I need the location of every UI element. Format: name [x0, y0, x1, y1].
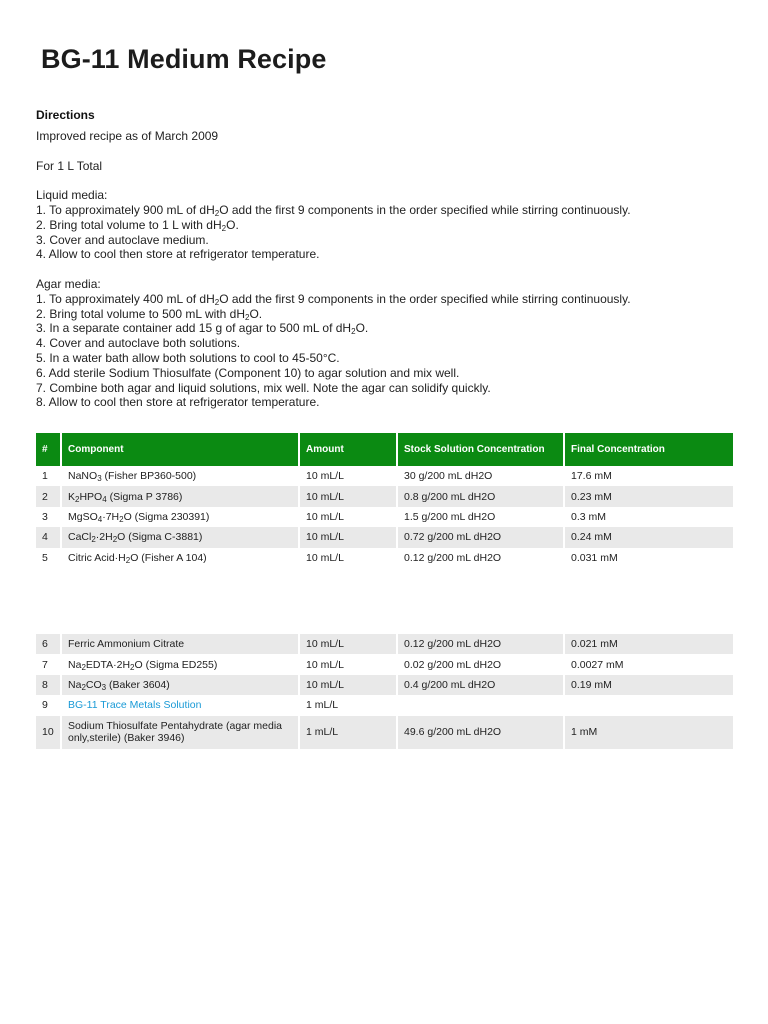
- row-number: 9: [36, 695, 62, 715]
- table-row: [36, 634, 733, 654]
- table-row: [36, 466, 733, 486]
- row-component: $Na_2CO_3$ (Baker 3604): [62, 675, 300, 695]
- trace-metals-link[interactable]: BG-11 Trace Metals Solution: [68, 699, 202, 712]
- row-number: 5: [36, 548, 62, 568]
- row-stock: 49.6 g/200 mL dH2O: [398, 716, 565, 749]
- table-row: [36, 675, 733, 695]
- row-stock: 0.72 g/200 mL dH2O: [398, 527, 565, 547]
- liquid-media-heading: Liquid media:: [36, 188, 108, 203]
- table-row: [36, 716, 733, 749]
- header-stock-concentration: Stock Solution Concentration: [398, 433, 565, 466]
- row-amount: 1 mL/L: [300, 716, 398, 749]
- row-stock: 0.12 g/200 mL dH2O: [398, 634, 565, 654]
- liquid-step-1: 1. To approximately 900 mL of $dH_2O$ add the first 9 components in the order specified while stirring continuously.: [36, 202, 631, 218]
- intro-text: Improved recipe as of March 2009: [36, 129, 219, 143]
- row-final: 0.021 mM: [565, 634, 733, 654]
- row-amount: 10 mL/L: [300, 466, 398, 486]
- row-component: NaNO$_3$ (Fisher BP360-500): [62, 466, 300, 486]
- row-number: 7: [36, 654, 62, 674]
- agar-step-7: 7. Combine both agar and liquid solutions, mix well. Note the agar can solidify quickly.: [36, 380, 491, 395]
- row-amount: 10 mL/L: [300, 486, 398, 506]
- row-stock: [398, 695, 565, 715]
- row-number: 8: [36, 675, 62, 695]
- total-text: For 1 L Total: [36, 158, 103, 173]
- header-component: Component: [62, 433, 300, 466]
- row-final: 0.0027 mM: [571, 658, 624, 671]
- table-header-row: [36, 433, 733, 466]
- agar-step-3: 3. In a separate container add 15 g of agar to 500 mL of $dH_2O$.: [36, 321, 369, 337]
- liquid-step-2: 2. Bring total volume to 1 L with $dH_2O$.: [36, 217, 239, 233]
- row-final: 17.6 mM: [571, 470, 612, 483]
- header-final-concentration: Final Concentration: [565, 433, 733, 466]
- row-amount: 10 mL/L: [300, 654, 398, 674]
- agar-step-2: 2. Bring total volume to 500 mL with $dH_2O$.: [36, 306, 263, 322]
- table-row: [36, 527, 733, 547]
- row-final: 0.24 mM: [565, 527, 733, 547]
- page-title: BG-11 Medium Recipe: [41, 44, 327, 74]
- agar-step-5: 5. In a water bath allow both solutions to cool to 45-50°C.: [36, 350, 340, 365]
- header-amount: Amount: [300, 433, 398, 466]
- row-component: $K_2HPO_4$ (Sigma P 3786): [62, 486, 300, 506]
- components-table: [36, 433, 733, 749]
- table-row: [36, 654, 733, 674]
- header-number: #: [36, 433, 62, 466]
- row-final: 1 mM: [565, 716, 733, 749]
- directions-text: [36, 129, 736, 425]
- row-final: 0.19 mM: [565, 675, 733, 695]
- table-spacer-row: [36, 568, 733, 634]
- table-row: [36, 548, 733, 568]
- agar-step-1: 1. To approximately 400 mL of $dH_2O$ add the first 9 components in the order specified while stirring continuously.: [36, 291, 631, 307]
- agar-media-section: [36, 277, 736, 410]
- agar-step-8: 8. Allow to cool then store at refrigerator temperature.: [36, 395, 320, 410]
- row-amount: 10 mL/L: [300, 548, 398, 568]
- row-number: 4: [36, 527, 62, 547]
- table-row: [36, 695, 733, 715]
- row-amount: 10 mL/L: [300, 507, 398, 527]
- row-component: $Na_2EDTA\cdot 2H_2O$ (Sigma ED255): [62, 654, 300, 674]
- table-row: [36, 486, 733, 506]
- row-amount: 10 mL/L: [300, 527, 398, 547]
- row-stock: 0.12 g/200 mL dH2O: [398, 548, 565, 568]
- row-number: 6: [36, 634, 62, 654]
- row-stock: 1.5 g/200 mL dH2O: [398, 507, 565, 527]
- directions-heading: Directions: [36, 108, 95, 122]
- row-stock: 0.4 g/200 mL dH2O: [398, 675, 565, 695]
- row-final: 0.031 mM: [571, 551, 618, 564]
- row-component: Sodium Thiosulfate Pentahydrate (agar media only,sterile) (Baker 3946): [62, 716, 300, 749]
- row-component: $MgSO_4\cdot 7H_2O$ (Sigma 230391): [62, 507, 300, 527]
- agar-step-4: 4. Cover and autoclave both solutions.: [36, 336, 241, 351]
- liquid-step-3: 3. Cover and autoclave medium.: [36, 232, 209, 247]
- row-amount: 10 mL/L: [300, 634, 398, 654]
- liquid-step-4: 4. Allow to cool then store at refrigerator temperature.: [36, 247, 320, 262]
- liquid-media-section: [36, 188, 736, 262]
- row-stock: 0.02 g/200 mL dH2O: [398, 654, 565, 674]
- row-final: 0.23 mM: [565, 486, 733, 506]
- table-row: [36, 507, 733, 527]
- row-amount: 10 mL/L: [300, 675, 398, 695]
- row-component: Ferric Ammonium Citrate: [62, 634, 300, 654]
- row-final: 0.3 mM: [571, 510, 607, 523]
- row-number: 1: [36, 466, 62, 486]
- row-final: [565, 695, 733, 715]
- row-stock: 30 g/200 mL dH2O: [398, 466, 565, 486]
- row-component: Citric $Acid\cdot H_2O$ (Fisher A 104): [62, 548, 300, 568]
- agar-step-6: 6. Add sterile Sodium Thiosulfate (Component 10) to agar solution and mix well.: [36, 365, 460, 380]
- agar-media-heading: Agar media:: [36, 276, 101, 291]
- row-component: $CaCl_2\cdot 2H_2O$ (Sigma C-3881): [62, 527, 300, 547]
- row-stock: 0.8 g/200 mL dH2O: [398, 486, 565, 506]
- row-number: 3: [36, 507, 62, 527]
- row-component: [62, 695, 300, 715]
- row-number: 10: [36, 716, 62, 749]
- row-number: 2: [36, 486, 62, 506]
- row-amount: 1 mL/L: [300, 695, 398, 715]
